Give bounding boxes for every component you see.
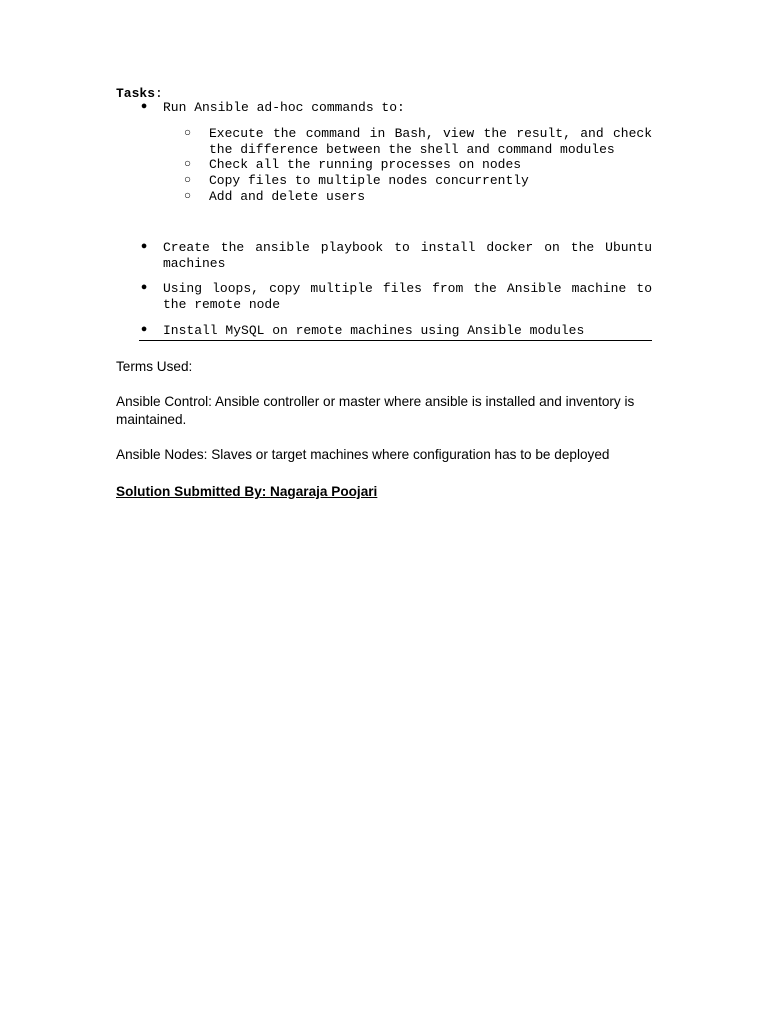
subtask-item-text <box>209 126 652 157</box>
task-item-text: Run Ansible ad-hoc commands to: <box>163 100 405 115</box>
bullet-icon: ● <box>140 282 148 294</box>
tasks-heading-label: Tasks <box>116 86 156 101</box>
subtask-item-copy-files <box>163 173 652 189</box>
solution-submitted-by: Solution Submitted By: Nagaraja Poojari <box>116 484 378 499</box>
bullet-icon: ● <box>140 324 148 336</box>
subtask-item-text: Copy files to multiple nodes concurrently <box>209 173 529 188</box>
subtask-item-text-line2: the difference between the shell and command modules <box>209 141 615 157</box>
task-item-text: Install MySQL on remote machines using Ansible modules <box>163 323 585 338</box>
hollow-bullet-icon: ○ <box>184 126 192 140</box>
term-ansible-nodes: Ansible Nodes: Slaves or target machines where configuration has to be deployed <box>116 447 610 462</box>
task-item-text-line1: Using loops, copy multiple files from the Ansible machine to <box>163 281 652 296</box>
task-item-loops-copy <box>116 281 652 312</box>
terms-heading: Terms Used: <box>116 359 193 374</box>
task-item-text-line2: machines <box>163 255 226 271</box>
hollow-bullet-icon: ○ <box>184 173 192 187</box>
task-item-mysql <box>139 323 652 341</box>
subtask-item-text-line1: Execute the command in Bash, view the result, and check <box>209 126 652 141</box>
term-ansible-control: Ansible Control: Ansible controller or master where ansible is installed and inventory is maintained. <box>116 394 635 427</box>
task-item-text-line2: the remote node <box>163 296 281 312</box>
bullet-icon: ● <box>140 101 148 113</box>
subtask-item-processes <box>163 157 652 173</box>
subtask-item-users <box>163 189 652 205</box>
subtask-item-text: Check all the running processes on nodes <box>209 157 522 172</box>
subtask-item-execute-bash <box>163 126 652 157</box>
bullet-icon: ● <box>140 241 148 253</box>
hollow-bullet-icon: ○ <box>184 157 192 171</box>
task-item-run-adhoc <box>116 100 652 116</box>
task-item-playbook-docker <box>116 240 652 271</box>
task-item-text <box>163 240 652 271</box>
hollow-bullet-icon: ○ <box>184 189 192 203</box>
subtask-item-text: Add and delete users <box>209 189 366 204</box>
task-item-text <box>163 281 652 312</box>
tasks-heading-colon: : <box>155 86 163 101</box>
task-item-text-line1: Create the ansible playbook to install docker on the Ubuntu <box>163 240 652 255</box>
